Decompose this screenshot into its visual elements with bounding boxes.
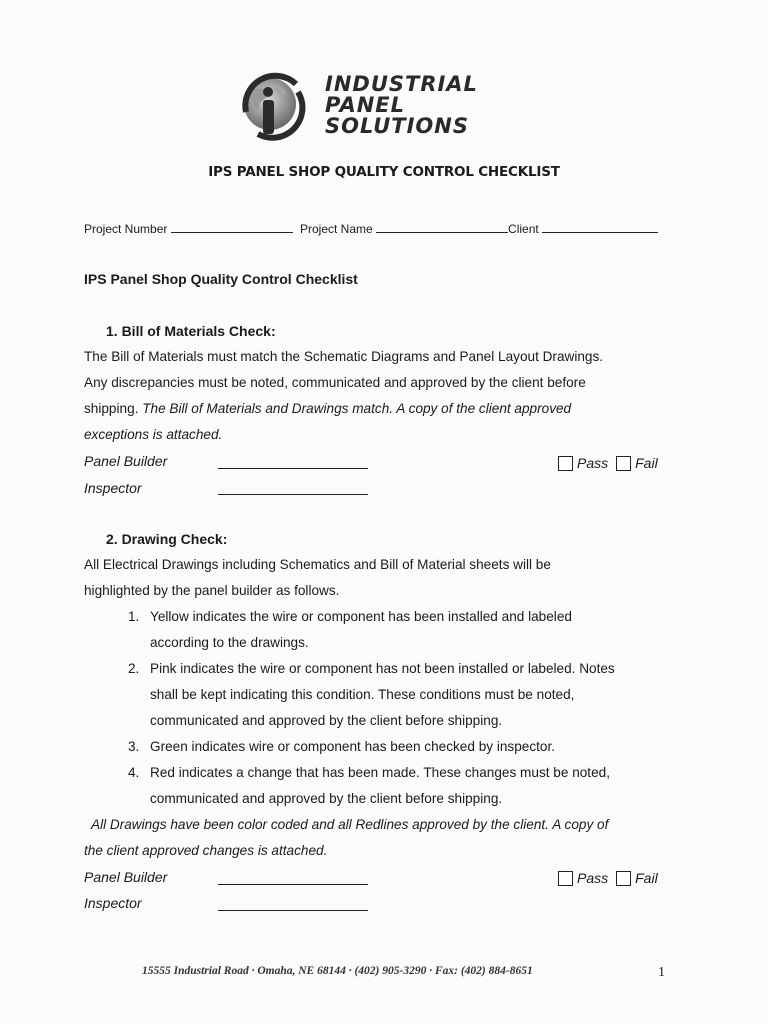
section2-inspector-label: Inspector	[84, 895, 142, 911]
project-name-label: Project Name	[300, 222, 373, 236]
list-item: 4. Red indicates a change that has been made. These changes must be noted,	[128, 765, 610, 780]
client-label: Client	[508, 222, 539, 236]
document-title: IPS PANEL SHOP QUALITY CONTROL CHECKLIST	[208, 164, 560, 180]
section2-fail-checkbox[interactable]	[616, 871, 631, 886]
section2-pass-fail	[558, 870, 658, 886]
logo-wordmark: INDUSTRIAL PANEL SOLUTIONS	[325, 72, 478, 138]
section2-closing1: All Drawings have been color coded and all Redlines approved by the client. A copy of	[91, 817, 609, 832]
section1-fail-checkbox[interactable]	[616, 456, 631, 471]
section2-line1: All Electrical Drawings including Schematics and Bill of Material sheets will be	[84, 557, 551, 572]
list-item-cont: communicated and approved by the client before shipping.	[150, 791, 503, 806]
section2-line2: highlighted by the panel builder as follows.	[84, 583, 340, 598]
list-item-cont: shall be kept indicating this condition. These conditions must be noted,	[150, 687, 575, 702]
section2-fail-label: Fail	[635, 870, 658, 886]
section1-line4: exceptions is attached.	[84, 427, 223, 442]
section1-pass-label: Pass	[577, 455, 609, 471]
section1-inspector-line[interactable]	[218, 494, 368, 495]
section2-pass-checkbox[interactable]	[558, 871, 573, 886]
project-name-line[interactable]	[376, 222, 508, 233]
section2-inspector-line[interactable]	[218, 910, 368, 911]
section1-line2: Any discrepancies must be noted, communicated and approved by the client before	[84, 375, 586, 390]
list-item: 1. Yellow indicates the wire or component has been installed and labeled	[128, 609, 572, 624]
project-number-line[interactable]	[171, 222, 293, 233]
page-number: 1	[658, 965, 665, 980]
section2-intro	[84, 552, 551, 604]
section2-closing2: the client approved changes is attached.	[84, 843, 328, 858]
section2-panel-builder-label: Panel Builder	[84, 869, 168, 885]
checklist-subtitle: IPS Panel Shop Quality Control Checklist	[84, 271, 358, 287]
project-name-field	[300, 222, 658, 236]
section1-panel-builder-line[interactable]	[218, 468, 368, 469]
project-number-field	[84, 222, 293, 236]
list-item: 3. Green indicates wire or component has been checked by inspector.	[128, 739, 556, 754]
section1-fail-label: Fail	[635, 455, 658, 471]
section2-list	[128, 604, 615, 812]
section1-text	[84, 344, 603, 448]
client-line[interactable]	[542, 222, 658, 233]
project-number-label: Project Number	[84, 222, 168, 236]
section1-panel-builder-label: Panel Builder	[84, 453, 168, 469]
section1-heading: 1. Bill of Materials Check:	[106, 323, 276, 339]
section1-inspector-label: Inspector	[84, 480, 142, 496]
list-item-cont: communicated and approved by the client before shipping.	[150, 713, 503, 728]
section1-line3: shipping. The Bill of Materials and Drawings match. A copy of the client approved	[84, 401, 572, 416]
section1-line1: The Bill of Materials must match the Schematic Diagrams and Panel Layout Drawings.	[84, 349, 604, 364]
section1-pass-checkbox[interactable]	[558, 456, 573, 471]
list-item-cont: according to the drawings.	[150, 635, 309, 650]
section2-panel-builder-line[interactable]	[218, 884, 368, 885]
section2-heading: 2. Drawing Check:	[106, 531, 228, 547]
section2-pass-label: Pass	[577, 870, 609, 886]
footer-address: 15555 Industrial Road · Omaha, NE 68144 · (402) 905-3290 · Fax: (402) 884-8651	[142, 965, 533, 977]
list-item: 2. Pink indicates the wire or component has not been installed or labeled. Notes	[128, 661, 615, 676]
section1-pass-fail	[558, 455, 658, 471]
